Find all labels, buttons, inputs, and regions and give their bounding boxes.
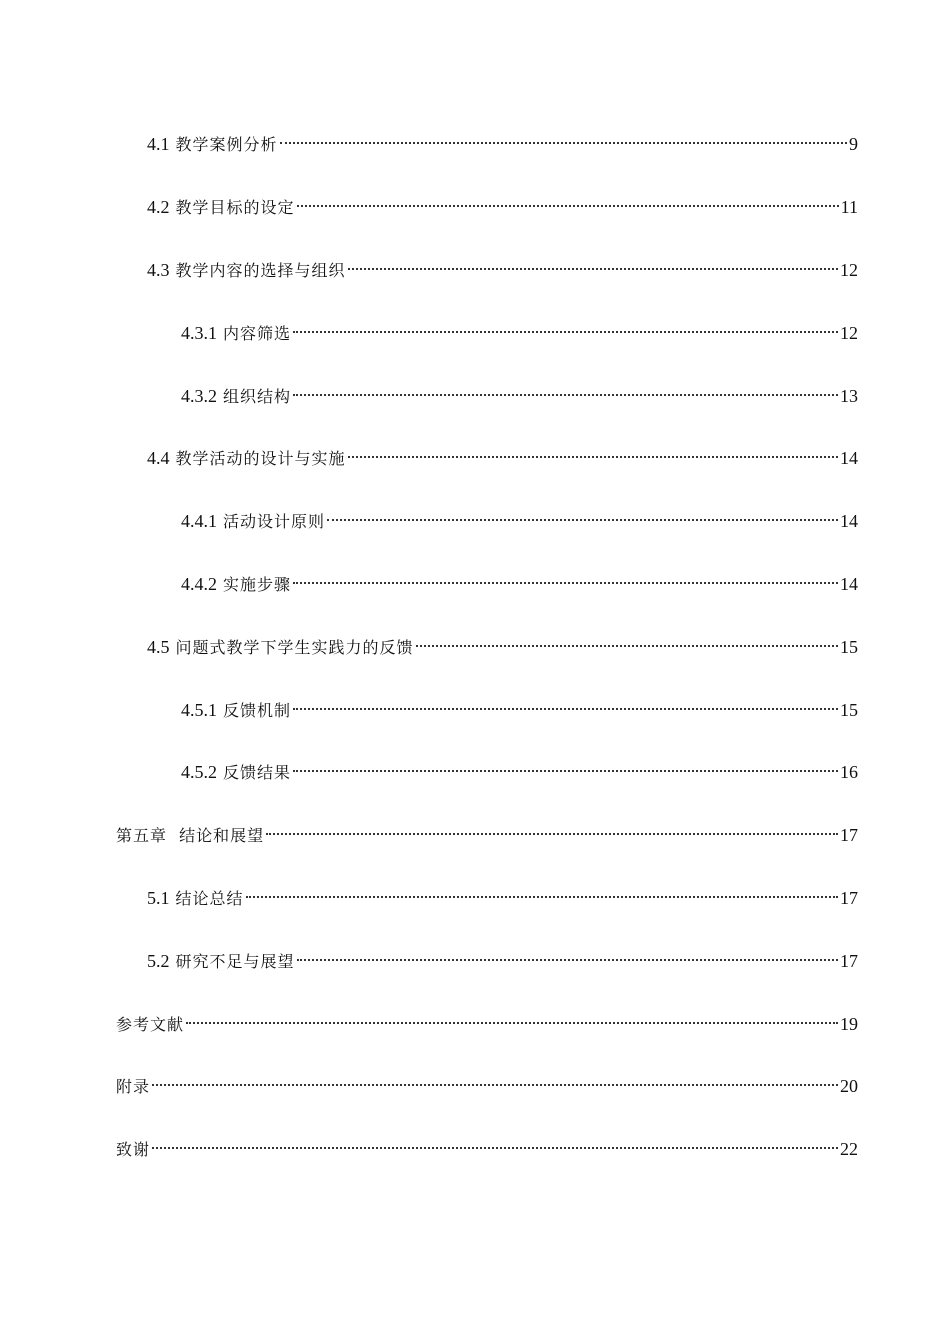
toc-dot-leader bbox=[186, 1004, 838, 1030]
toc-dot-leader bbox=[152, 1066, 838, 1092]
toc-entry-number: 4.5.1 bbox=[181, 700, 217, 720]
toc-entry-page: 17 bbox=[840, 888, 858, 908]
toc-entry-title: 教学内容的选择与组织 bbox=[175, 261, 346, 280]
toc-entry-page: 17 bbox=[840, 825, 858, 845]
toc-entry-4-3[interactable] bbox=[147, 250, 858, 280]
toc-entry-title: 致谢 bbox=[116, 1140, 151, 1159]
toc-entry-title: 教学案例分析 bbox=[175, 135, 278, 154]
toc-entry-page: 17 bbox=[840, 951, 858, 971]
toc-dot-leader bbox=[266, 815, 838, 841]
toc-dot-leader bbox=[246, 878, 838, 904]
toc-entry-number: 4.5.2 bbox=[181, 762, 217, 782]
toc-dot-leader bbox=[297, 941, 838, 967]
toc-dot-leader bbox=[348, 250, 838, 276]
toc-entry-number: 5.2 bbox=[147, 951, 170, 971]
toc-entry-title: 组织结构 bbox=[223, 387, 292, 406]
toc-dot-leader bbox=[293, 564, 838, 590]
toc-entry-title: 研究不足与展望 bbox=[175, 952, 295, 971]
toc-entry-number: 4.3.1 bbox=[181, 323, 217, 343]
toc-entry-title: 第五章 结论和展望 bbox=[116, 826, 265, 845]
toc-entry-page: 14 bbox=[840, 448, 858, 468]
toc-dot-leader bbox=[293, 752, 838, 778]
toc-entry-page: 12 bbox=[840, 260, 858, 280]
toc-entry-number: 5.1 bbox=[147, 888, 170, 908]
toc-dot-leader bbox=[327, 501, 838, 527]
toc-entry-title: 反馈机制 bbox=[223, 701, 292, 720]
toc-dot-leader bbox=[152, 1129, 838, 1155]
toc-entry-4-5[interactable] bbox=[147, 627, 858, 657]
toc-entry-page: 13 bbox=[840, 386, 858, 406]
toc-entry-number: 4.1 bbox=[147, 134, 170, 154]
toc-entry-appendix[interactable] bbox=[116, 1066, 858, 1096]
toc-entry-page: 19 bbox=[840, 1014, 858, 1034]
toc-entry-title: 附录 bbox=[116, 1077, 151, 1096]
toc-dot-leader bbox=[293, 690, 838, 716]
toc-entry-number: 4.3.2 bbox=[181, 386, 217, 406]
toc-entry-title: 问题式教学下学生实践力的反馈 bbox=[175, 638, 414, 657]
toc-entry-page: 15 bbox=[840, 637, 858, 657]
toc-entry-acknowledgements[interactable] bbox=[116, 1129, 858, 1159]
toc-entry-number: 4.3 bbox=[147, 260, 170, 280]
toc-entry-page: 15 bbox=[840, 700, 858, 720]
toc-entry-chapter-5[interactable] bbox=[116, 815, 858, 845]
toc-entry-title: 教学目标的设定 bbox=[175, 198, 295, 217]
toc-entry-page: 9 bbox=[849, 134, 858, 154]
toc-entry-page: 16 bbox=[840, 762, 858, 782]
toc-entry-number: 4.4.2 bbox=[181, 574, 217, 594]
toc-entry-title: 实施步骤 bbox=[223, 575, 292, 594]
toc-dot-leader bbox=[297, 187, 839, 213]
toc-entry-4-4-1[interactable] bbox=[181, 501, 858, 531]
toc-entry-title: 内容筛选 bbox=[223, 324, 292, 343]
toc-entry-page: 11 bbox=[840, 197, 858, 217]
toc-entry-title: 教学活动的设计与实施 bbox=[175, 449, 346, 468]
toc-entry-4-2[interactable] bbox=[147, 187, 858, 217]
toc-entry-number: 4.4.1 bbox=[181, 511, 217, 531]
toc-entry-4-4[interactable] bbox=[147, 438, 858, 468]
toc-entry-page: 22 bbox=[840, 1139, 858, 1159]
toc-entry-title: 反馈结果 bbox=[223, 763, 292, 782]
toc-entry-number: 4.4 bbox=[147, 448, 170, 468]
toc-entry-title: 活动设计原则 bbox=[223, 512, 326, 531]
toc-entry-title: 参考文献 bbox=[116, 1015, 185, 1034]
toc-dot-leader bbox=[293, 376, 838, 402]
toc-entry-4-5-2[interactable] bbox=[181, 752, 858, 782]
toc-entry-5-1[interactable] bbox=[147, 878, 858, 908]
toc-dot-leader bbox=[348, 438, 838, 464]
toc-entry-references[interactable] bbox=[116, 1004, 858, 1034]
toc-entry-title: 结论总结 bbox=[175, 889, 244, 908]
toc-dot-leader bbox=[280, 124, 847, 150]
toc-entry-page: 12 bbox=[840, 323, 858, 343]
toc-entry-4-4-2[interactable] bbox=[181, 564, 858, 594]
toc-entry-4-3-2[interactable] bbox=[181, 376, 858, 406]
toc-dot-leader bbox=[416, 627, 838, 653]
toc-entry-4-5-1[interactable] bbox=[181, 690, 858, 720]
toc-entry-4-1[interactable] bbox=[147, 124, 858, 154]
toc-entry-4-3-1[interactable] bbox=[181, 313, 858, 343]
toc-entry-page: 14 bbox=[840, 511, 858, 531]
toc-entry-page: 14 bbox=[840, 574, 858, 594]
toc-entry-5-2[interactable] bbox=[147, 941, 858, 971]
toc-entry-page: 20 bbox=[840, 1076, 858, 1096]
toc-dot-leader bbox=[293, 313, 838, 339]
toc-entry-number: 4.5 bbox=[147, 637, 170, 657]
toc-entry-number: 4.2 bbox=[147, 197, 170, 217]
